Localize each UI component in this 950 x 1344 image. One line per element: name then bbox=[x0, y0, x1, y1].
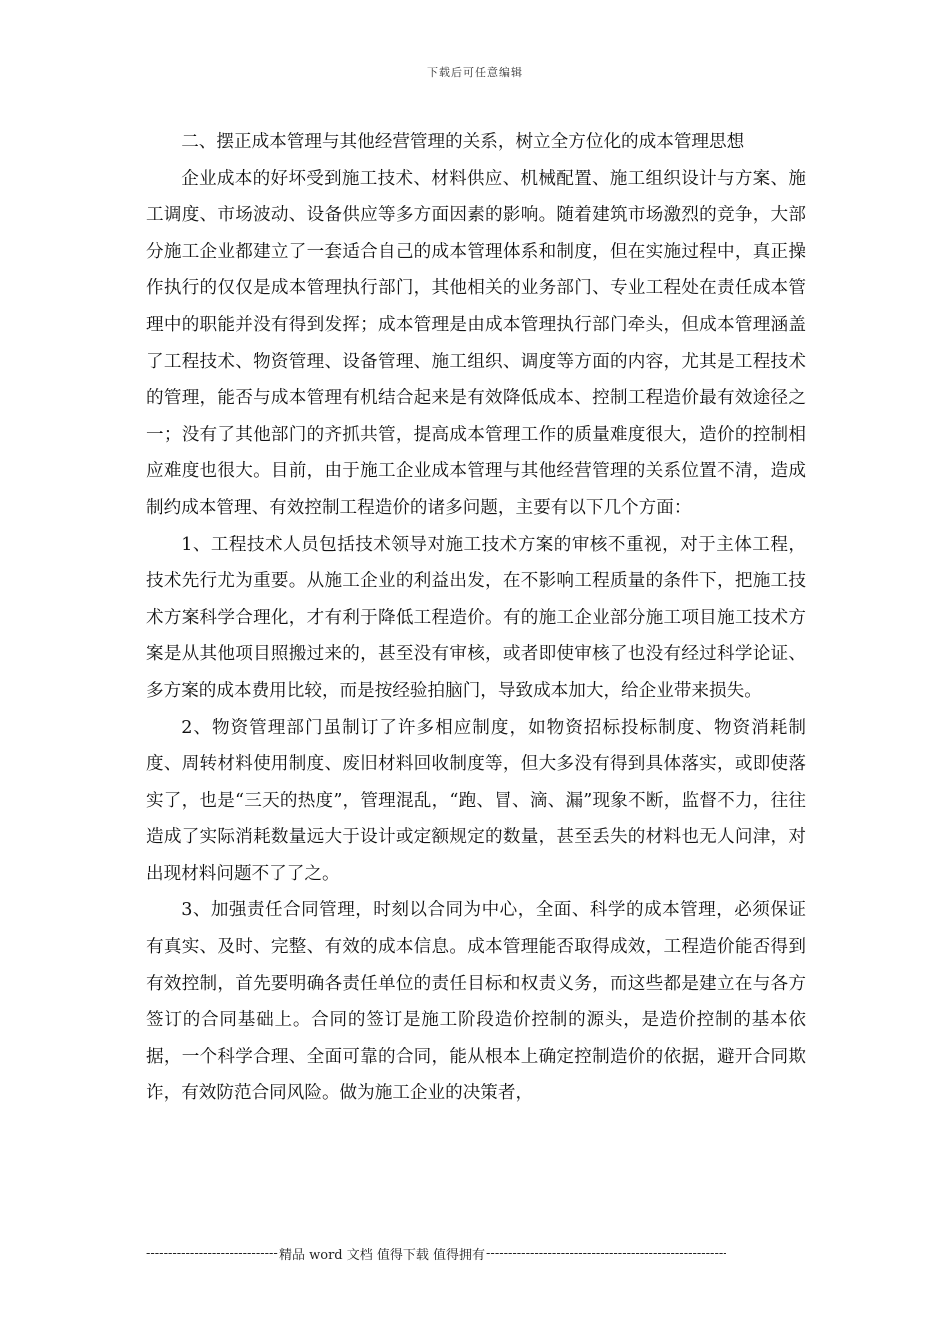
document-body bbox=[146, 124, 806, 1112]
section-heading: 二、摆正成本管理与其他经营管理的关系，树立全方位化的成本管理思想 bbox=[181, 132, 745, 152]
page-header-note: 下载后可任意编辑 bbox=[427, 66, 523, 79]
page-footer bbox=[146, 1244, 726, 1263]
paragraph-point-3: 3、加强责任合同管理，时刻以合同为中心，全面、科学的成本管理，必须保证有真实、及时、完整、有效的成本信息。成本管理能否取得成效，工程造价能否得到有效控制，首先要明确各责任单位的责任目标和权责义务，而这些都是建立在与各方签订的合同基础上。合同的签订是施工阶段造价控制的源头，是造价控制的基本依据，一个科学合理、全面可靠的合同，能从根本上确定控制造价的依据，避开合同欺诈，有效防范合同风险。做为施工企业的决策者， bbox=[146, 900, 806, 1104]
footer-label: 精品 word 文档 值得下载 值得拥有 bbox=[279, 1248, 486, 1263]
paragraph-point-1: 1、工程技术人员包括技术领导对施工技术方案的审核不重视，对于主体工程，技术先行尤为重要。从施工企业的利益出发，在不影响工程质量的条件下，把施工技术方案科学合理化，才有利于降低工程造价。有的施工企业部分施工项目施工技术方案是从其他项目照搬过来的，甚至没有审核，或者即使审核了也没有经过科学论证、多方案的成本费用比较，而是按经验拍脑门，导致成本加大，给企业带来损失。 bbox=[146, 534, 806, 701]
footer-rule-left bbox=[146, 1246, 278, 1261]
paragraph-point-2: 2、物资管理部门虽制订了许多相应制度，如物资招标投标制度、物资消耗制度、周转材料使用制度、废旧材料回收制度等，但大多没有得到具体落实，或即使落实了，也是“三天的热度”，管理混乱，“跑、冒、滴、漏”现象不断，监督不力，往往造成了实际消耗数量远大于设计或定额规定的数量，甚至丢失的材料也无人问津，对出现材料问题不了了之。 bbox=[146, 717, 806, 884]
footer-rule-right bbox=[486, 1246, 726, 1261]
paragraph-intro: 企业成本的好坏受到施工技术、材料供应、机械配置、施工组织设计与方案、施工调度、市场波动、设备供应等多方面因素的影响。随着建筑市场激烈的竞争，大部分施工企业都建立了一套适合自己的成本管理体系和制度，但在实施过程中，真正操作执行的仅仅是成本管理执行部门，其他相关的业务部门、专业工程处在责任成本管理中的职能并没有得到发挥；成本管理是由成本管理执行部门牵头，但成本管理涵盖了工程技术、物资管理、设备管理、施工组织、调度等方面的内容，尤其是工程技术的管理，能否与成本管理有机结合起来是有效降低成本、控制工程造价最有效途径之一；没有了其他部门的齐抓共管，提高成本管理工作的质量难度很大，造价的控制相应难度也很大。目前，由于施工企业成本管理与其他经营管理的关系位置不清，造成制约成本管理、有效控制工程造价的诸多问题，主要有以下几个方面： bbox=[146, 168, 806, 518]
